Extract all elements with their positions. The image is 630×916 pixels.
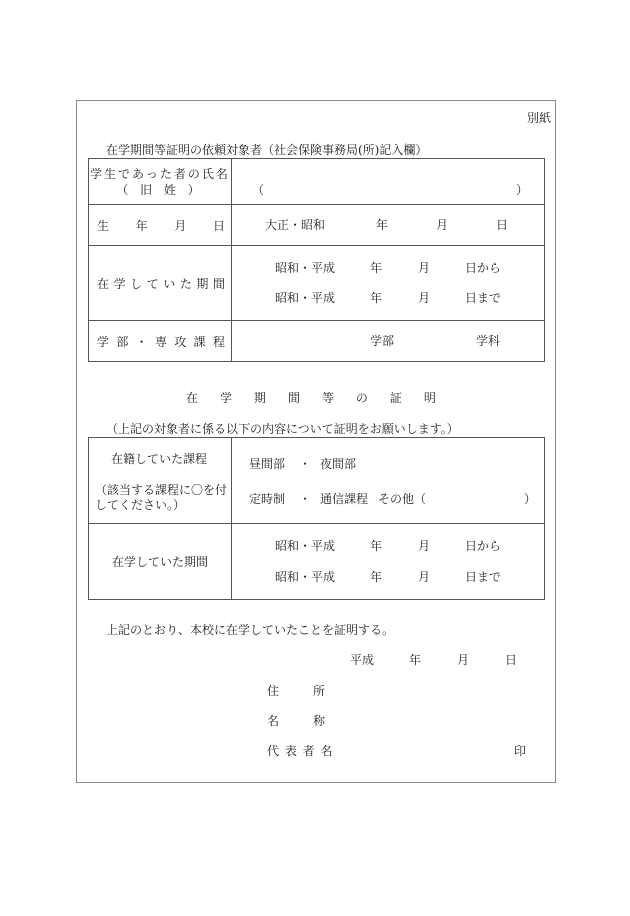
label-char: 月: [174, 218, 187, 233]
label-char: 間: [212, 276, 225, 291]
course-note-line2: してください。）: [95, 498, 186, 512]
period2-label-cell: [89, 524, 232, 600]
cert-date-day: 日: [505, 653, 518, 667]
course-options-cell[interactable]: [232, 438, 545, 524]
cert-date-year: 年: [409, 653, 422, 667]
label-char: し: [130, 276, 143, 291]
period2-from-year: 年: [370, 539, 383, 553]
cert-date-era: 平成: [350, 653, 375, 667]
option-other[interactable]: その他（: [378, 492, 427, 506]
period-from-year: 年: [370, 261, 383, 275]
representative-label: 代 表 者 名: [267, 744, 334, 758]
option-separator: ・: [299, 457, 312, 471]
period2-from-month: 月: [418, 539, 431, 553]
maiden-name-label: （ 旧 姓 ）: [116, 182, 204, 197]
title-char: の: [355, 391, 368, 405]
birth-day-unit: 日: [496, 218, 509, 232]
period-to-month: 月: [418, 291, 431, 305]
option-other-close: ）: [524, 492, 537, 506]
label-char: 部: [116, 334, 129, 349]
period2-input-cell[interactable]: [232, 524, 545, 600]
title-char: 証: [389, 391, 402, 405]
period-from-day: 日から: [465, 261, 502, 275]
period-to-day: 日まで: [465, 291, 502, 305]
option-daytime[interactable]: 昼間部: [249, 457, 286, 471]
period-from-era: 昭和・平成: [275, 261, 336, 275]
cert-date-month: 月: [457, 653, 470, 667]
period2-from-day: 日から: [465, 539, 502, 553]
label-char: 専: [154, 334, 167, 349]
period-to-era: 昭和・平成: [275, 291, 336, 305]
attachment-label: 別紙: [527, 111, 552, 125]
applicant-info-table: [88, 158, 545, 362]
table-row-period: [89, 524, 545, 600]
name-input-cell[interactable]: [232, 159, 545, 205]
course-label: 在籍していた課程: [111, 452, 208, 466]
faculty-label-cell: [89, 321, 232, 362]
table-row-faculty: [89, 321, 545, 362]
table-row-enrollment-period: [89, 246, 545, 321]
period2-to-era: 昭和・平成: [275, 570, 336, 584]
birth-year-unit: 年: [376, 218, 389, 232]
section1-heading: 在学期間等証明の依頼対象者（社会保険事務局(所)記入欄）: [106, 143, 428, 157]
option-correspondence[interactable]: 通信課程: [320, 492, 369, 506]
label-char: 程: [212, 334, 225, 349]
faculty-input-cell[interactable]: [232, 321, 545, 362]
label-char: い: [163, 276, 176, 291]
birthdate-label-cell: [89, 205, 232, 246]
period2-to-day: 日まで: [465, 570, 502, 584]
maiden-paren-open: （: [252, 183, 265, 197]
title-char: 期: [253, 391, 266, 405]
label-char: 生: [97, 218, 110, 233]
department-unit: 学科: [476, 334, 501, 348]
table-row-course: [89, 438, 545, 524]
certification-statement: 上記のとおり、本校に在学していたことを証明する。: [106, 623, 395, 637]
period-from-month: 月: [418, 261, 431, 275]
request-note: （上記の対象者に係る以下の内容について証明をお願いします。）: [106, 422, 459, 436]
label-char: 学: [113, 276, 126, 291]
certification-table: [88, 437, 545, 600]
course-note-line1: （該当する課程に〇を付: [95, 483, 228, 497]
title-char: 等: [321, 391, 334, 405]
address-label-char1: 住: [267, 684, 280, 698]
title-char: 明: [423, 391, 436, 405]
title-char: 間: [287, 391, 300, 405]
period-input-cell[interactable]: [232, 246, 545, 321]
label-char: て: [146, 276, 159, 291]
period2-to-year: 年: [370, 570, 383, 584]
period2-from-era: 昭和・平成: [275, 539, 336, 553]
label-char: 攻: [174, 334, 187, 349]
certificate-title: [186, 391, 436, 405]
option-separator: ・: [299, 492, 312, 506]
name-label-cell: [89, 159, 232, 205]
label-char: た: [179, 276, 192, 291]
name-label-char2: 称: [313, 714, 326, 728]
label-char: 日: [212, 218, 225, 233]
option-part-time[interactable]: 定時制: [249, 492, 286, 506]
period2-label: 在学していた期間: [111, 555, 208, 569]
table-row-name: [89, 159, 545, 205]
label-char: 期: [196, 276, 209, 291]
label-char: ・: [135, 334, 148, 349]
title-char: 在: [186, 391, 199, 405]
name-label: 学生であった者の氏名: [90, 166, 230, 181]
seal-mark: 印: [514, 744, 527, 758]
birthdate-input-cell[interactable]: [232, 205, 545, 246]
period2-to-month: 月: [418, 570, 431, 584]
label-char: 年: [135, 218, 148, 233]
table-row-birthdate: [89, 205, 545, 246]
option-evening[interactable]: 夜間部: [320, 457, 357, 471]
address-label-char2: 所: [313, 684, 326, 698]
label-char: 課: [193, 334, 206, 349]
period-to-year: 年: [370, 291, 383, 305]
name-label-char1: 名: [267, 714, 280, 728]
birth-era: 大正・昭和: [265, 218, 326, 232]
label-char: 学: [97, 334, 110, 349]
course-label-cell: [89, 438, 232, 524]
period-label-cell: [89, 246, 232, 321]
label-char: 在: [97, 276, 110, 291]
faculty-unit: 学部: [370, 334, 395, 348]
birth-month-unit: 月: [436, 218, 449, 232]
maiden-paren-close: ）: [516, 183, 529, 197]
title-char: 学: [219, 391, 232, 405]
